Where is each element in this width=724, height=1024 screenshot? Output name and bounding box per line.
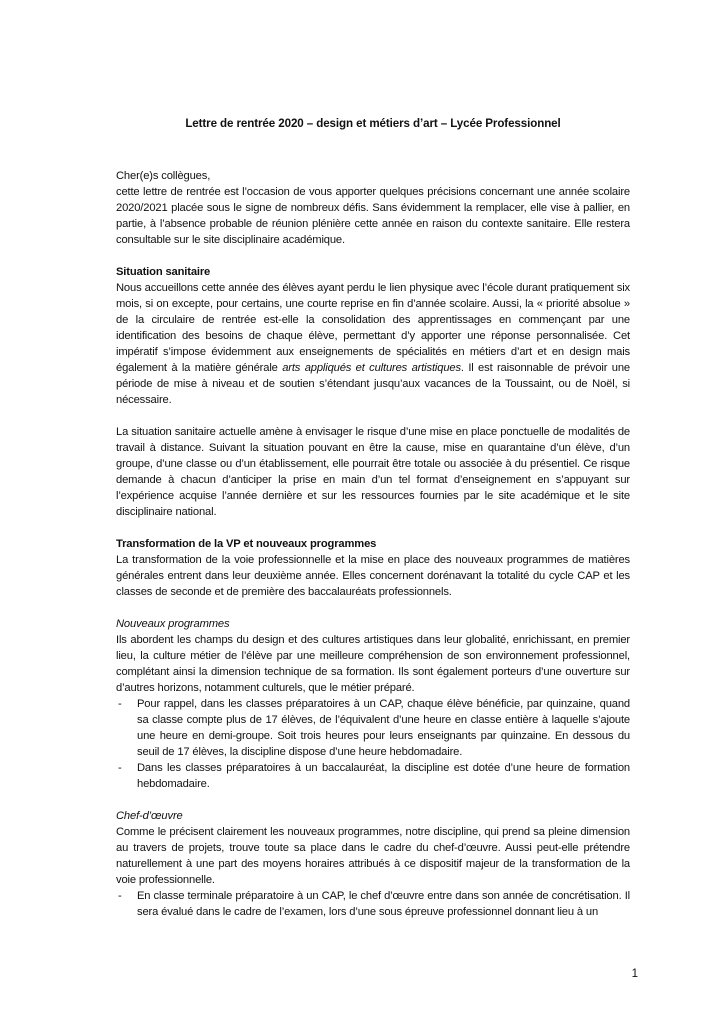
list-item: - En classe terminale préparatoire à un CAP, le chef d’œuvre entre dans son année de concrétisation. Il sera évalué dans le cadre de l’examen, lors d’une sous épreuve professionnel donnant lieu à un	[116, 888, 630, 920]
section-heading-sanitaire: Situation sanitaire	[116, 266, 211, 278]
spacer	[116, 248, 630, 264]
letter-title: Lettre de rentrée 2020 – design et métiers d’art – Lycée Professionnel	[185, 117, 561, 130]
chef-doeuvre-paragraph: Comme le précisent clairement les nouveaux programmes, notre discipline, qui prend sa pleine dimension au travers de projets, trouve toute sa place dans le cadre du chef-d’œuvre. Aussi peut-elle prétendre naturellement à une part des moyens horaires attribués à ce dispositif majeur de la transformation de la voie professionnelle.	[116, 826, 630, 886]
spacer	[116, 792, 630, 808]
subheading-nouveaux-programmes: Nouveaux programmes	[116, 618, 230, 630]
spacer	[116, 408, 630, 424]
nouveaux-programmes-paragraph: Ils abordent les champs du design et des cultures artistiques dans leur globalité, enrichissant, en premier lieu, la culture métier de l’élève par une meilleure compréhension de son environnement professionnel, complétant ainsi la dimension technique de sa formation. Ils sont également porteurs d’une ouverture sur d’autres horizons, notamment culturels, que le métier préparé.	[116, 634, 630, 694]
spacer	[116, 520, 630, 536]
sanitaire-p1-text-end: . Il est raisonnable de prévoir une période de mise à niveau et de soutien s’étendant jusqu’aux vacances de la Toussaint, ou de Noël, si nécessaire.	[116, 362, 630, 406]
section-heading-transformation: Transformation de la VP et nouveaux programmes	[116, 538, 377, 550]
spacer	[116, 600, 630, 616]
sanitaire-paragraph-1	[116, 280, 630, 408]
intro-paragraph: cette lettre de rentrée est l’occasion de vous apporter quelques précisions concernant une année scolaire 2020/2021 placée sous le signe de nombreux défis. Sans évidemment la remplacer, elle vise à pallier, en partie, à l’absence probable de réunion plénière cette année en raison du contexte sanitaire. Elle restera consultable sur le site disciplinaire académique.	[116, 186, 630, 246]
sanitaire-paragraph-2: La situation sanitaire actuelle amène à envisager le risque d’une mise en place ponctuelle de modalités de travail à distance. Suivant la situation pouvant en être la cause, mise en quarantaine d’un élève, d’un groupe, d’une classe ou d’un établissement, elle pourrait être totale ou associée à du présentiel. Ce risque demande à chacun d’anticiper la prise en main d’un tel format d’enseignement en s’appuyant sur l’expérience acquise l’année dernière et sur les ressources fournies par le site académique et le site disciplinaire national.	[116, 426, 630, 518]
nouveaux-programmes-list	[116, 696, 630, 792]
subheading-chef-doeuvre: Chef-d’œuvre	[116, 810, 183, 822]
list-item: - Pour rappel, dans les classes préparatoires à un CAP, chaque élève bénéficie, par quinzaine, quand sa classe compte plus de 17 élèves, de l’équivalent d’une heure en classe entière à laquelle s’ajoute une heure en demi-groupe. Soit trois heures pour leurs enseignants par quinzaine. En dessous du seuil de 17 élèves, la discipline dispose d’une heure hebdomadaire.	[116, 696, 630, 760]
sanitaire-p1-italic: arts appliqués et cultures artistiques	[282, 362, 461, 374]
list-item: - Dans les classes préparatoires à un baccalauréat, la discipline est dotée d’une heure de formation hebdomadaire.	[116, 760, 630, 792]
transformation-paragraph: La transformation de la voie professionnelle et la mise en place des nouveaux programmes de matières générales entrent dans leur deuxième année. Elles concernent dorénavant la totalité du cycle CAP et les classes de seconde et de première des baccalauréats professionnels.	[116, 554, 630, 598]
salutation: Cher(e)s collègues,	[116, 170, 211, 182]
chef-doeuvre-list	[116, 888, 630, 920]
sanitaire-p1-text: Nous accueillons cette année des élèves ayant perdu le lien physique avec l’école durant pratiquement six mois, si on excepte, pour certains, une courte reprise en fin d’année scolaire. Aussi, la « priorité absolue » de la circulaire de rentrée est-elle la consolidation des apprentissages en commençant par une identification des besoins de chaque élève, permettant d’y apporter une réponse personnalisée. Cet impératif s’impose évidemment aux enseignements de spécialités en métiers d’art et en design mais également à la matière générale	[116, 282, 630, 374]
page-number: 1	[631, 968, 638, 980]
